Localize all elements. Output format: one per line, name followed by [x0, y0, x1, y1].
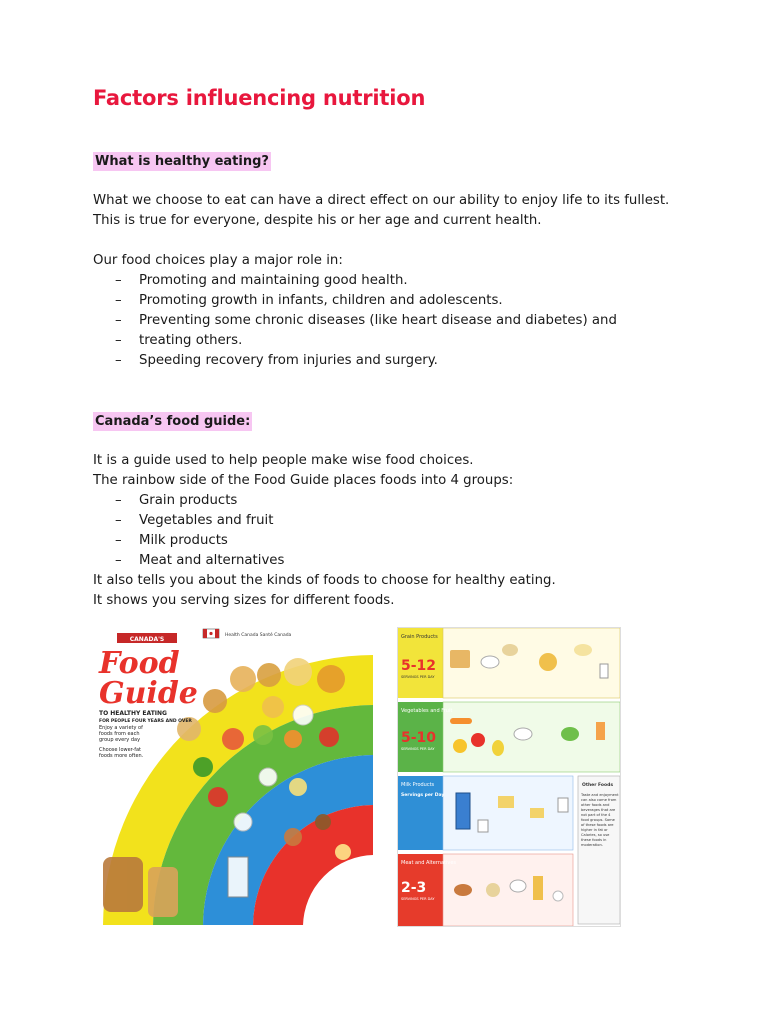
list-item: – Vegetables and fruit [93, 511, 556, 531]
meat-servings: 2-3 [401, 880, 427, 896]
milk-row [398, 776, 573, 850]
other-foods-label: Other Foods [582, 783, 613, 788]
food-guide-block [93, 451, 556, 611]
vegetable-group-label: Vegetables and Fruit [401, 708, 453, 714]
meat-group-label: Meat and Alternatives [401, 860, 457, 866]
continuation-text: treating others. [139, 333, 243, 348]
list-item: – Preventing some chronic diseases (like heart disease and diabetes) and [93, 311, 617, 331]
milk-servings: Servings per Day [401, 793, 445, 798]
list-item: – Grain products [93, 491, 556, 511]
servings-chart-illustration [398, 628, 620, 926]
vegetable-row [398, 702, 620, 772]
food-guide-servings-image [397, 627, 621, 927]
list-item: – Milk products [93, 531, 556, 551]
section-heading-healthy-eating: What is healthy eating? [95, 154, 269, 169]
meat-per-day: SERVINGS PER DAY [401, 897, 435, 901]
list-item: – Meat and alternatives [93, 551, 556, 571]
paragraph-line: What we choose to eat can have a direct effect on our ability to enjoy life to its fullest. [93, 193, 670, 208]
vegetable-per-day: SERVINGS PER DAY [401, 747, 435, 751]
food-title-text: Food [99, 646, 180, 681]
other-foods-box [578, 776, 620, 924]
list-item: – Speeding recovery from injuries and surgery. [93, 351, 617, 371]
meat-row [398, 854, 573, 926]
paragraph-line: The rainbow side of the Food Guide places foods into 4 groups: [93, 473, 514, 488]
grain-per-day: SERVINGS PER DAY [401, 675, 435, 679]
food-guide-rainbow-image [93, 627, 373, 925]
guide-title-text: Guide [99, 676, 198, 711]
list-item-continuation [93, 331, 617, 351]
food-choices-list [93, 271, 617, 371]
badge-text: CANADA'S [129, 636, 165, 643]
food-choices-intro: Our food choices play a major role in: [93, 253, 343, 268]
page-title: Factors influencing nutrition [93, 86, 426, 110]
section-heading-food-guide: Canada’s food guide: [95, 414, 251, 429]
guide-note-lower-fat: Choose lower-fat foods more often. [99, 747, 144, 759]
gov-label: Health Canada Santé Canada [225, 633, 292, 638]
grain-group-label: Grain Products [401, 634, 438, 640]
other-foods-text: Taste and enjoyment can also come from other foods and beverages that are not part of the 4 food groups. Some of these foods are higher in fat or Calories, so use these foods in moderation. [581, 793, 619, 847]
vegetable-servings: 5-10 [401, 730, 437, 746]
grain-row [398, 628, 620, 698]
paragraph-line: It also tells you about the kinds of foods to choose for healthy eating. [93, 573, 556, 588]
paragraph-line: This is true for everyone, despite his or her age and current health. [93, 213, 542, 228]
food-choices-block [93, 251, 617, 371]
rainbow-illustration [93, 627, 373, 925]
list-item: – Promoting and maintaining good health. [93, 271, 617, 291]
milk-group-label: Milk Products [401, 782, 435, 788]
guide-subtitle-2: FOR PEOPLE FOUR YEARS AND OVER [99, 719, 192, 724]
food-groups-list [93, 491, 556, 571]
guide-note-variety: Enjoy a variety of foods from each group every day [99, 725, 143, 743]
healthy-eating-paragraph [93, 191, 669, 231]
grain-servings: 5-12 [401, 658, 437, 674]
guide-subtitle-1: TO HEALTHY EATING [99, 710, 167, 717]
paragraph-line: It shows you serving sizes for different foods. [93, 593, 395, 608]
paragraph-line: It is a guide used to help people make wise food choices. [93, 453, 474, 468]
list-item: – Promoting growth in infants, children and adolescents. [93, 291, 617, 311]
